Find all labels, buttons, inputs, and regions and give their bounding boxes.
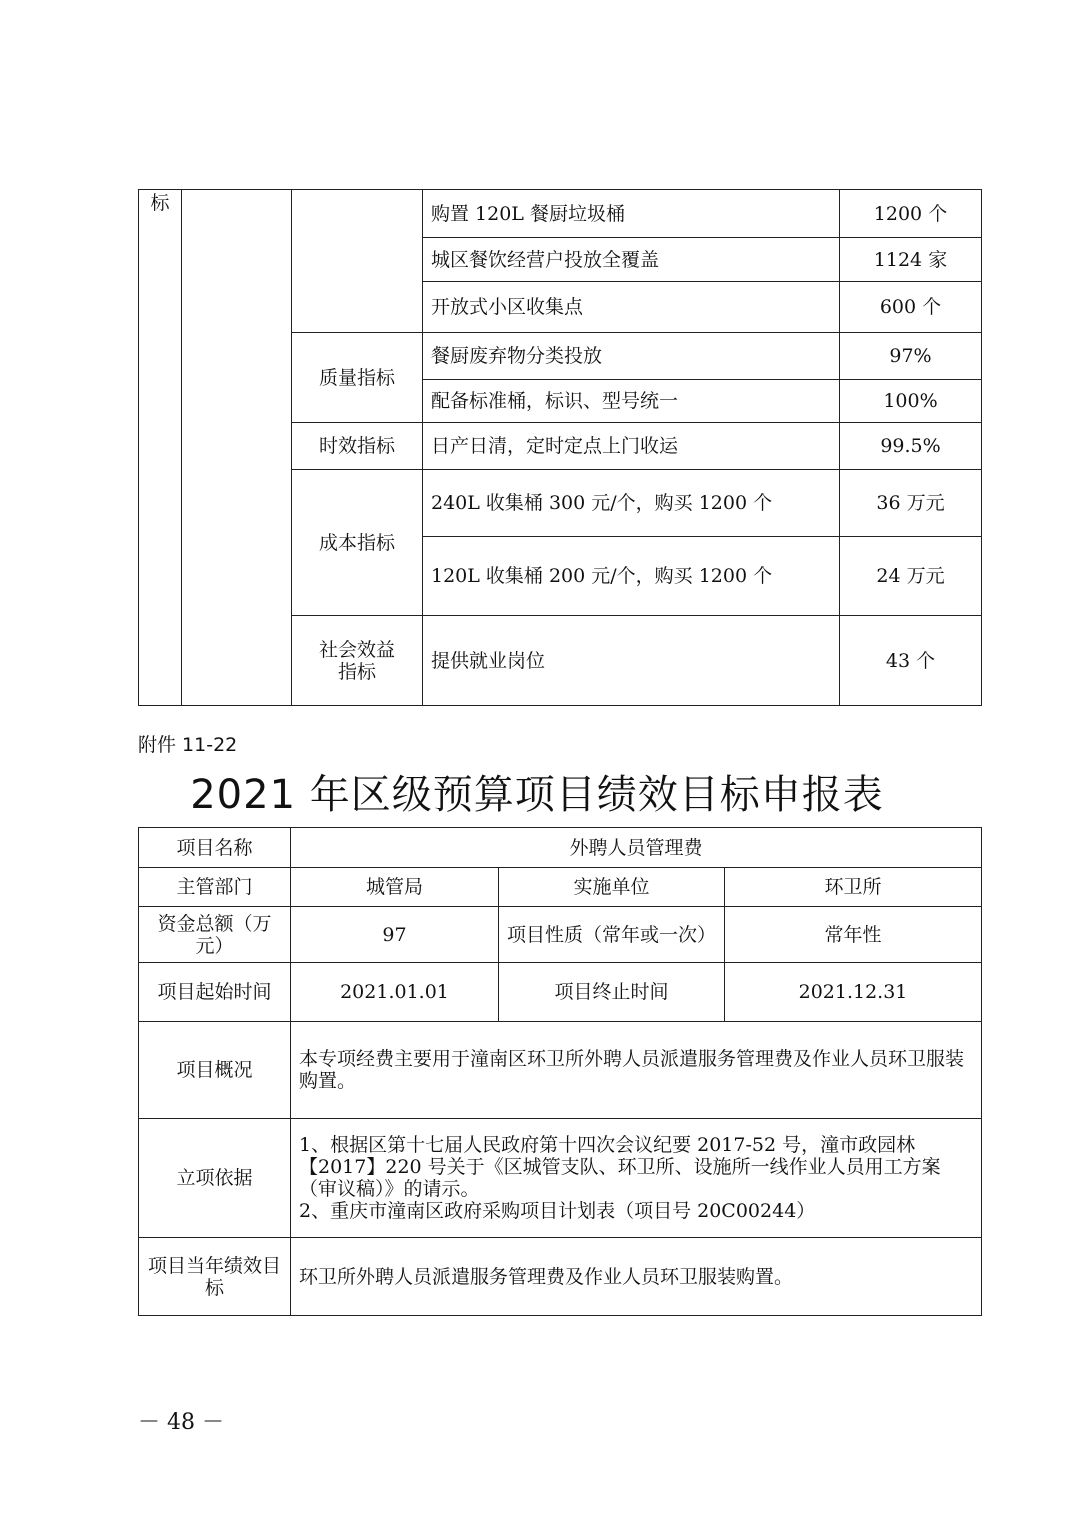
indicator-content: 开放式小区收集点	[423, 282, 840, 333]
goal-value: 环卫所外聘人员派遣服务管理费及作业人员环卫服装购置。	[291, 1238, 982, 1316]
blank-level1-cell	[182, 190, 292, 706]
goal-label: 项目当年绩效目标	[139, 1238, 291, 1316]
quality-indicator-label: 质量指标	[292, 333, 423, 423]
basis-value	[291, 1119, 982, 1238]
basis-label: 立项依据	[139, 1119, 291, 1238]
indicator-value: 1200 个	[840, 190, 982, 238]
end-time-value: 2021.12.31	[725, 963, 982, 1022]
project-name-label: 项目名称	[139, 828, 291, 868]
indicator-value: 43 个	[840, 616, 982, 706]
attachment-label: 附件 11-22	[138, 734, 238, 756]
basis-item-2: 2、重庆市潼南区政府采购项目计划表（项目号 20C00244）	[299, 1200, 816, 1222]
indicator-content: 提供就业岗位	[423, 616, 840, 706]
overview-label: 项目概况	[139, 1022, 291, 1119]
indicator-content: 日产日清，定时定点上门收运	[423, 423, 840, 470]
indicator-content: 购置 120L 餐厨垃圾桶	[423, 190, 840, 238]
indicator-content: 城区餐饮经营户投放全覆盖	[423, 238, 840, 282]
indicator-value: 100%	[840, 380, 982, 423]
overview-value: 本专项经费主要用于潼南区环卫所外聘人员派遣服务管理费及作业人员环卫服装购置。	[291, 1022, 982, 1119]
project-name-value: 外聘人员管理费	[291, 828, 982, 868]
indicator-value: 24 万元	[840, 537, 982, 616]
indicator-content: 240L 收集桶 300 元/个，购买 1200 个	[423, 470, 840, 537]
indicator-value: 1124 家	[840, 238, 982, 282]
nature-label: 项目性质（常年或一次）	[499, 907, 725, 963]
end-time-label: 项目终止时间	[499, 963, 725, 1022]
indicator-content: 120L 收集桶 200 元/个，购买 1200 个	[423, 537, 840, 616]
timeliness-indicator-label: 时效指标	[292, 423, 423, 470]
indicator-value: 36 万元	[840, 470, 982, 537]
impl-unit-value: 环卫所	[725, 868, 982, 907]
funds-label: 资金总额（万元）	[139, 907, 291, 963]
impl-unit-label: 实施单位	[499, 868, 725, 907]
start-time-value: 2021.01.01	[291, 963, 499, 1022]
dept-value: 城管局	[291, 868, 499, 907]
dept-label: 主管部门	[139, 868, 291, 907]
indicator-value: 97%	[840, 333, 982, 380]
start-time-label: 项目起始时间	[139, 963, 291, 1022]
page-number: － 48 －	[138, 1410, 224, 1435]
indicator-category-cell: 标	[139, 190, 182, 706]
cost-indicator-label: 成本指标	[292, 470, 423, 616]
indicator-value: 600 个	[840, 282, 982, 333]
indicator-value: 99.5%	[840, 423, 982, 470]
page-title: 2021 年区级预算项目绩效目标申报表	[190, 772, 884, 818]
social-benefit-indicator-label: 社会效益指标	[292, 616, 423, 706]
basis-item-1: 1、根据区第十七届人民政府第十四次会议纪要 2017-52 号，潼市政园林【2017】220 号关于《区城管支队、环卫所、设施所一线作业人员用工方案（审议稿）》的请示。	[299, 1134, 941, 1200]
performance-goal-table	[138, 827, 982, 1316]
blank-level2-cell	[292, 190, 423, 333]
indicator-content: 餐厨废弃物分类投放	[423, 333, 840, 380]
funds-value: 97	[291, 907, 499, 963]
indicator-content: 配备标准桶，标识、型号统一	[423, 380, 840, 423]
nature-value: 常年性	[725, 907, 982, 963]
indicator-table-continued	[138, 189, 982, 706]
